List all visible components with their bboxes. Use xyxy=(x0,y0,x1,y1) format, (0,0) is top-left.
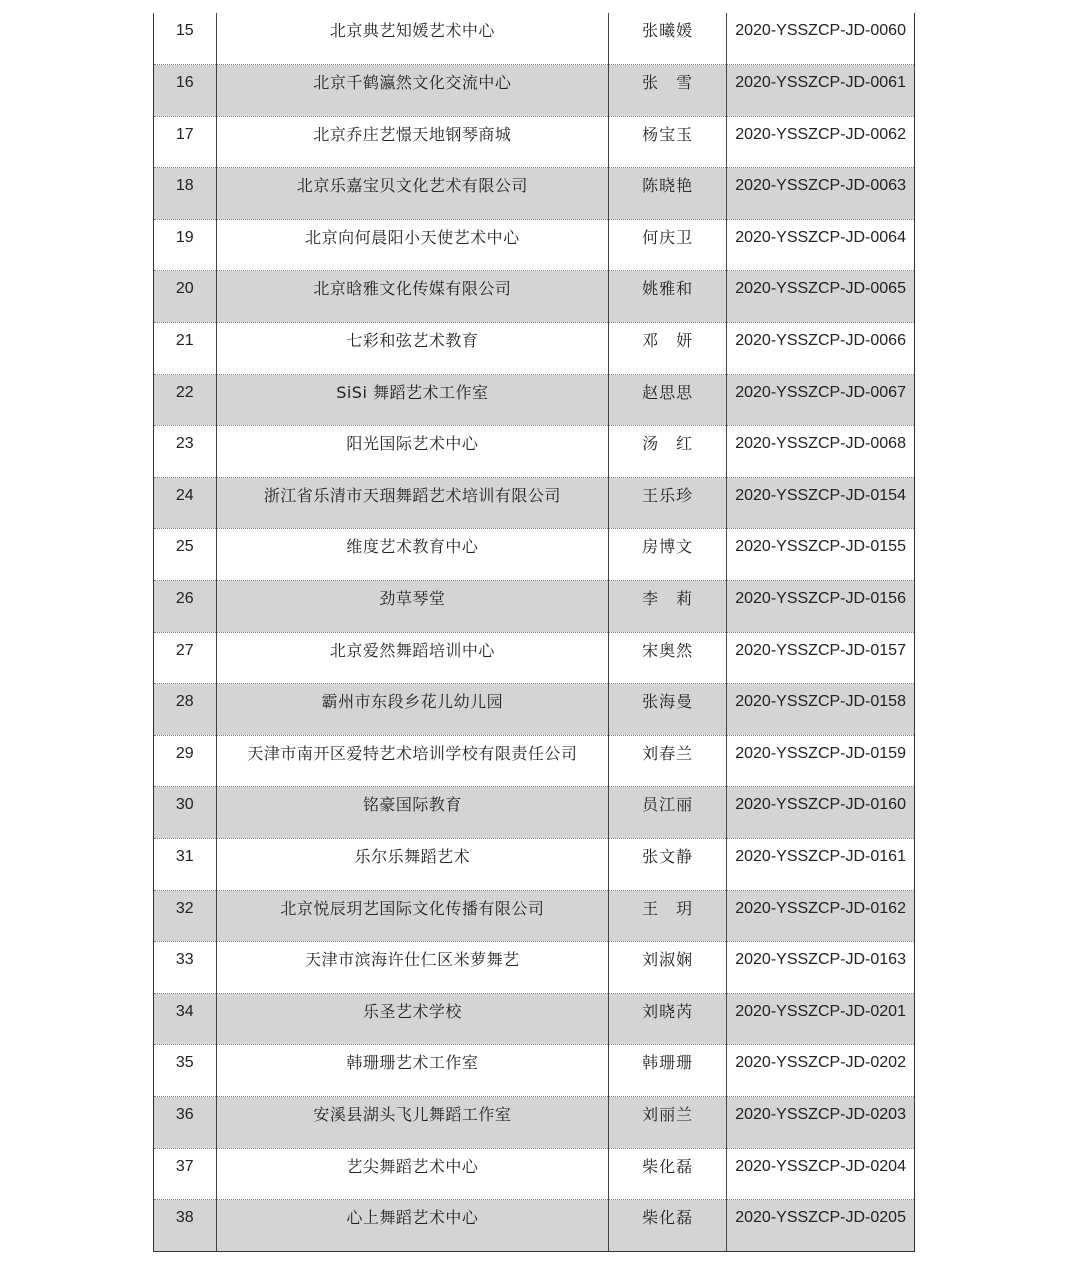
certificate-code: 2020-YSSZCP-JD-0066 xyxy=(727,323,914,375)
person-name: 刘丽兰 xyxy=(609,1096,727,1148)
row-number: 38 xyxy=(154,1200,216,1252)
organization-name: 北京向何晨阳小天使艺术中心 xyxy=(216,219,609,271)
person-name: 陈晓艳 xyxy=(609,168,727,220)
certificate-code: 2020-YSSZCP-JD-0158 xyxy=(727,684,914,736)
certificate-code: 2020-YSSZCP-JD-0159 xyxy=(727,735,914,787)
table-row xyxy=(154,271,914,323)
organization-name: 乐尔乐舞蹈艺术 xyxy=(216,839,609,891)
organization-name: 北京爱然舞蹈培训中心 xyxy=(216,632,609,684)
organization-name: 北京悦辰玥艺国际文化传播有限公司 xyxy=(216,890,609,942)
certificate-code: 2020-YSSZCP-JD-0162 xyxy=(727,890,914,942)
row-number: 28 xyxy=(154,684,216,736)
row-number: 32 xyxy=(154,890,216,942)
organization-name: 天津市滨海许仕仁区米萝舞艺 xyxy=(216,942,609,994)
person-name: 柴化磊 xyxy=(609,1200,727,1252)
row-number: 27 xyxy=(154,632,216,684)
organization-name: 安溪县湖头飞儿舞蹈工作室 xyxy=(216,1096,609,1148)
certificate-code: 2020-YSSZCP-JD-0062 xyxy=(727,116,914,168)
certificate-code: 2020-YSSZCP-JD-0201 xyxy=(727,993,914,1045)
row-number: 20 xyxy=(154,271,216,323)
certificate-code: 2020-YSSZCP-JD-0202 xyxy=(727,1045,914,1097)
certificate-code: 2020-YSSZCP-JD-0063 xyxy=(727,168,914,220)
organization-name: 北京典艺知媛艺术中心 xyxy=(216,13,609,65)
organization-name: 霸州市东段乡花儿幼儿园 xyxy=(216,684,609,736)
person-name: 赵思思 xyxy=(609,374,727,426)
certificate-code: 2020-YSSZCP-JD-0061 xyxy=(727,65,914,117)
person-name: 韩珊珊 xyxy=(609,1045,727,1097)
person-name: 邓 妍 xyxy=(609,323,727,375)
certificate-code: 2020-YSSZCP-JD-0203 xyxy=(727,1096,914,1148)
table-body xyxy=(154,13,914,1251)
certificate-code: 2020-YSSZCP-JD-0161 xyxy=(727,839,914,891)
table-row xyxy=(154,735,914,787)
table-row xyxy=(154,65,914,117)
table-row xyxy=(154,13,914,65)
table-row xyxy=(154,374,914,426)
organization-name: 韩珊珊艺术工作室 xyxy=(216,1045,609,1097)
table-row xyxy=(154,942,914,994)
table-row xyxy=(154,426,914,478)
certificate-code: 2020-YSSZCP-JD-0064 xyxy=(727,219,914,271)
table-row xyxy=(154,839,914,891)
row-number: 19 xyxy=(154,219,216,271)
certificate-code: 2020-YSSZCP-JD-0154 xyxy=(727,477,914,529)
person-name: 员江丽 xyxy=(609,787,727,839)
certificate-code: 2020-YSSZCP-JD-0156 xyxy=(727,581,914,633)
person-name: 杨宝玉 xyxy=(609,116,727,168)
row-number: 31 xyxy=(154,839,216,891)
certificate-code: 2020-YSSZCP-JD-0205 xyxy=(727,1200,914,1252)
person-name: 张文静 xyxy=(609,839,727,891)
document-page xyxy=(153,13,915,1252)
organization-name: 维度艺术教育中心 xyxy=(216,529,609,581)
organization-name: 劲草琴堂 xyxy=(216,581,609,633)
certificate-code: 2020-YSSZCP-JD-0204 xyxy=(727,1148,914,1200)
table-row xyxy=(154,219,914,271)
row-number: 29 xyxy=(154,735,216,787)
row-number: 22 xyxy=(154,374,216,426)
table-row xyxy=(154,1045,914,1097)
person-name: 汤 红 xyxy=(609,426,727,478)
row-number: 34 xyxy=(154,993,216,1045)
certificate-code: 2020-YSSZCP-JD-0060 xyxy=(727,13,914,65)
person-name: 宋奥然 xyxy=(609,632,727,684)
certificate-code: 2020-YSSZCP-JD-0065 xyxy=(727,271,914,323)
organization-name: 铭豪国际教育 xyxy=(216,787,609,839)
table-row xyxy=(154,993,914,1045)
organization-name: 北京晗雅文化传媒有限公司 xyxy=(216,271,609,323)
table-row xyxy=(154,116,914,168)
table-row xyxy=(154,1096,914,1148)
certificate-code: 2020-YSSZCP-JD-0163 xyxy=(727,942,914,994)
person-name: 刘晓芮 xyxy=(609,993,727,1045)
row-number: 21 xyxy=(154,323,216,375)
person-name: 张曦媛 xyxy=(609,13,727,65)
person-name: 张 雪 xyxy=(609,65,727,117)
row-number: 24 xyxy=(154,477,216,529)
row-number: 35 xyxy=(154,1045,216,1097)
row-number: 37 xyxy=(154,1148,216,1200)
person-name: 姚雅和 xyxy=(609,271,727,323)
person-name: 王乐珍 xyxy=(609,477,727,529)
row-number: 30 xyxy=(154,787,216,839)
row-number: 16 xyxy=(154,65,216,117)
person-name: 王 玥 xyxy=(609,890,727,942)
person-name: 李 莉 xyxy=(609,581,727,633)
table-row xyxy=(154,684,914,736)
organization-name: 天津市南开区爱特艺术培训学校有限责任公司 xyxy=(216,735,609,787)
person-name: 何庆卫 xyxy=(609,219,727,271)
table-row xyxy=(154,581,914,633)
row-number: 23 xyxy=(154,426,216,478)
organization-name: 阳光国际艺术中心 xyxy=(216,426,609,478)
row-number: 33 xyxy=(154,942,216,994)
table-row xyxy=(154,787,914,839)
organization-name: 北京乐嘉宝贝文化艺术有限公司 xyxy=(216,168,609,220)
certificate-code: 2020-YSSZCP-JD-0160 xyxy=(727,787,914,839)
organization-name: 北京乔庄艺憬天地钢琴商城 xyxy=(216,116,609,168)
person-name: 房博文 xyxy=(609,529,727,581)
organization-name: 浙江省乐清市天珚舞蹈艺术培训有限公司 xyxy=(216,477,609,529)
row-number: 17 xyxy=(154,116,216,168)
table-row xyxy=(154,1200,914,1252)
table-row xyxy=(154,168,914,220)
person-name: 刘春兰 xyxy=(609,735,727,787)
table-row xyxy=(154,529,914,581)
row-number: 26 xyxy=(154,581,216,633)
organization-name: 艺尖舞蹈艺术中心 xyxy=(216,1148,609,1200)
table-row xyxy=(154,890,914,942)
person-name: 刘淑娴 xyxy=(609,942,727,994)
organization-name: 乐圣艺术学校 xyxy=(216,993,609,1045)
table-row xyxy=(154,632,914,684)
table-row xyxy=(154,477,914,529)
row-number: 25 xyxy=(154,529,216,581)
certificate-code: 2020-YSSZCP-JD-0067 xyxy=(727,374,914,426)
organization-name: 七彩和弦艺术教育 xyxy=(216,323,609,375)
person-name: 张海曼 xyxy=(609,684,727,736)
table-row xyxy=(154,1148,914,1200)
table-row xyxy=(154,323,914,375)
certificate-list-table xyxy=(154,13,914,1251)
organization-name: 心上舞蹈艺术中心 xyxy=(216,1200,609,1252)
person-name: 柴化磊 xyxy=(609,1148,727,1200)
certificate-code: 2020-YSSZCP-JD-0157 xyxy=(727,632,914,684)
certificate-code: 2020-YSSZCP-JD-0155 xyxy=(727,529,914,581)
row-number: 18 xyxy=(154,168,216,220)
organization-name: 北京千鹤瀛然文化交流中心 xyxy=(216,65,609,117)
row-number: 15 xyxy=(175,22,194,39)
organization-name: SiSi 舞蹈艺术工作室 xyxy=(216,374,609,426)
row-number: 36 xyxy=(154,1096,216,1148)
certificate-code: 2020-YSSZCP-JD-0068 xyxy=(727,426,914,478)
